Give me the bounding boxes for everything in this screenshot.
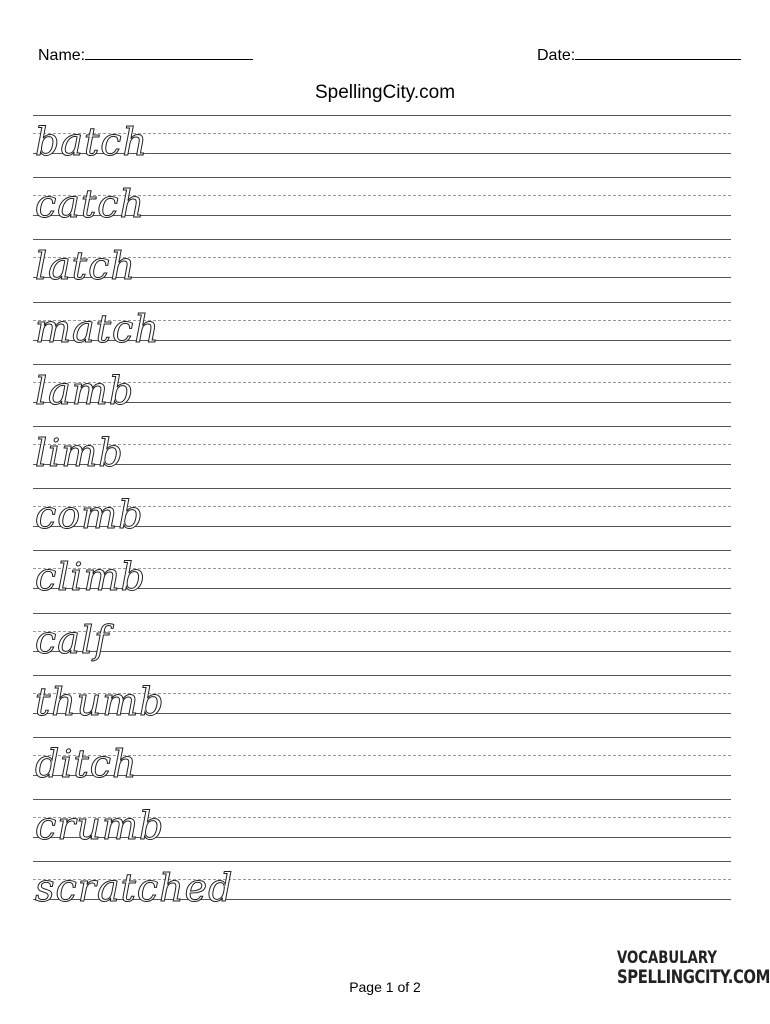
practice-row[interactable] (33, 364, 731, 413)
row-baseline (33, 651, 731, 652)
logo-line-2: SPELLINGCITY.COM (616, 965, 770, 988)
trace-word: crumb (35, 804, 165, 849)
name-blank-line[interactable] (85, 45, 253, 60)
row-top-line (33, 550, 731, 551)
practice-row[interactable] (33, 239, 731, 289)
row-top-line (33, 861, 731, 862)
trace-word: catch (35, 182, 145, 227)
row-midline (33, 382, 731, 383)
trace-word: climb (35, 555, 146, 600)
row-baseline (33, 402, 731, 403)
practice-row[interactable] (33, 613, 731, 662)
logo-line-1: VOCABULARY (616, 948, 717, 968)
site-title: SpellingCity.com (314, 82, 456, 103)
row-baseline (33, 277, 731, 278)
practice-row[interactable] (33, 737, 731, 786)
row-baseline (33, 464, 731, 465)
practice-row[interactable] (33, 675, 731, 724)
row-midline (33, 631, 731, 632)
vocabulary-spellingcity-logo (616, 948, 770, 988)
trace-word: match (35, 306, 160, 351)
trace-word: comb (35, 493, 144, 538)
row-top-line (33, 364, 731, 365)
name-field (38, 45, 253, 65)
row-top-line (33, 177, 731, 178)
practice-row[interactable] (33, 177, 731, 227)
date-blank-line[interactable] (575, 45, 741, 60)
row-top-line (33, 302, 731, 303)
row-top-line (33, 239, 731, 240)
trace-word: thumb (35, 679, 165, 724)
practice-row[interactable] (33, 302, 731, 351)
row-top-line (33, 426, 731, 427)
row-top-line (33, 675, 731, 676)
trace-word: ditch (35, 742, 138, 786)
row-top-line (33, 613, 731, 614)
row-top-line (33, 115, 731, 116)
trace-word: latch (35, 244, 136, 289)
row-midline (33, 444, 731, 445)
practice-row[interactable] (33, 861, 731, 911)
practice-row[interactable] (33, 115, 731, 164)
row-midline (33, 257, 731, 258)
name-label: Name: (38, 47, 86, 64)
practice-row[interactable] (33, 426, 731, 475)
date-label: Date: (537, 47, 576, 64)
date-field (537, 45, 741, 65)
trace-word: scratched (35, 866, 234, 911)
practice-row[interactable] (33, 488, 731, 538)
trace-word: lamb (35, 368, 135, 413)
row-top-line (33, 799, 731, 800)
practice-row[interactable] (33, 799, 731, 849)
practice-row[interactable] (33, 550, 731, 600)
trace-word: batch (35, 120, 149, 164)
row-top-line (33, 488, 731, 489)
row-top-line (33, 737, 731, 738)
trace-word: limb (35, 431, 124, 475)
trace-word: calf (35, 617, 110, 662)
page-number: Page 1 of 2 (349, 979, 421, 995)
